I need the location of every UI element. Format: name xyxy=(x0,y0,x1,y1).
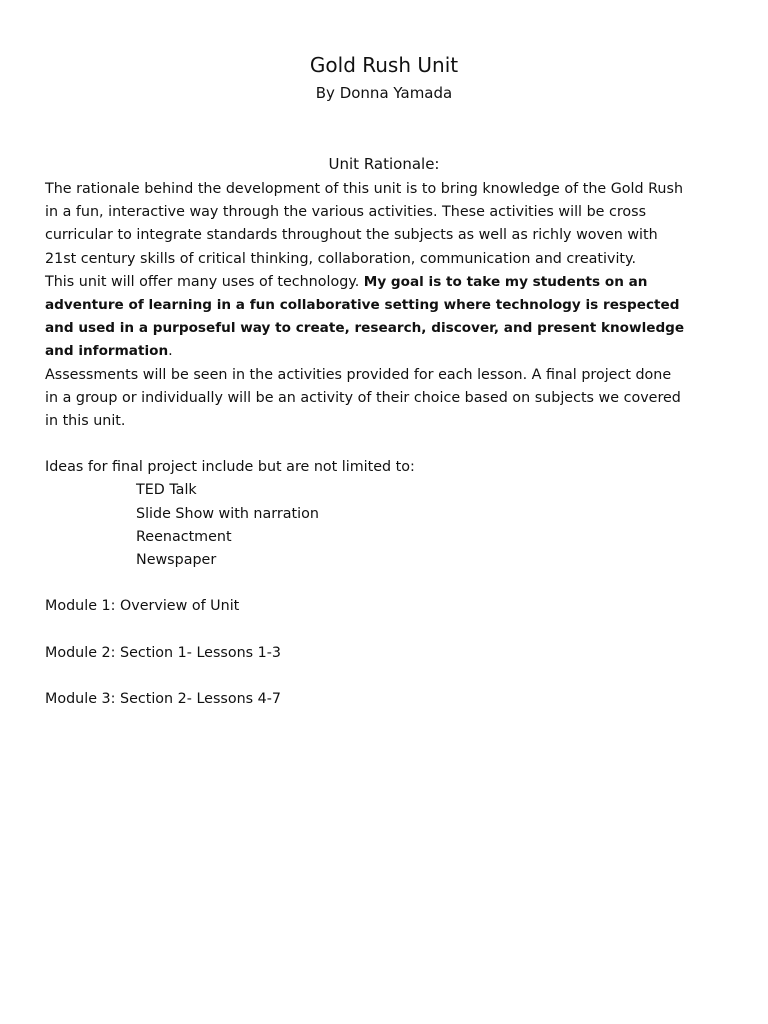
assessment-line: in this unit. xyxy=(45,412,126,429)
rationale-heading: Unit Rationale: xyxy=(328,155,440,173)
module-item: Module 3: Section 2- Lessons 4-7 xyxy=(45,691,282,708)
module-item: Module 2: Section 1- Lessons 1-3 xyxy=(45,644,282,661)
goal-text-part: My goal is to take my students on an xyxy=(363,273,648,290)
document-title: Gold Rush Unit xyxy=(309,53,459,77)
project-idea-item: Reenactment xyxy=(136,528,232,545)
assessment-line: in a group or individually will be an activity of their choice based on subjects we covered xyxy=(45,389,681,406)
goal-line: and used in a purposeful way to create, research, discover, and present knowledge xyxy=(45,320,685,337)
goal-final-line xyxy=(45,340,735,363)
project-idea-item: Newspaper xyxy=(136,552,217,568)
project-idea-item: Slide Show with narration xyxy=(136,505,319,522)
goal-period: . xyxy=(168,343,173,360)
blank-line xyxy=(45,665,735,688)
technology-goal-line xyxy=(45,271,735,294)
rationale-line: in a fun, interactive way through the various activities. These activities will be cross xyxy=(45,204,647,221)
blank-line xyxy=(45,433,735,456)
document-body xyxy=(45,178,735,711)
module-item: Module 1: Overview of Unit xyxy=(45,598,240,615)
document-author: By Donna Yamada xyxy=(315,84,453,102)
blank-line xyxy=(45,619,735,642)
assessment-line: Assessments will be seen in the activities provided for each lesson. A final project done xyxy=(45,366,672,383)
technology-intro: This unit will offer many uses of technology. xyxy=(45,273,364,290)
rationale-line: 21st century skills of critical thinking, collaboration, communication and creativity. xyxy=(45,250,636,267)
blank-line xyxy=(45,572,735,595)
goal-text-part: and information xyxy=(45,343,169,360)
rationale-line: curricular to integrate standards throughout the subjects as well as richly woven with xyxy=(45,227,658,244)
goal-line: adventure of learning in a fun collaborative setting where technology is respected xyxy=(45,296,680,313)
project-idea-item: TED Talk xyxy=(136,482,197,499)
rationale-line: The rationale behind the development of this unit is to bring knowledge of the Gold Rush xyxy=(45,181,684,197)
ideas-heading: Ideas for final project include but are not limited to: xyxy=(45,459,415,476)
